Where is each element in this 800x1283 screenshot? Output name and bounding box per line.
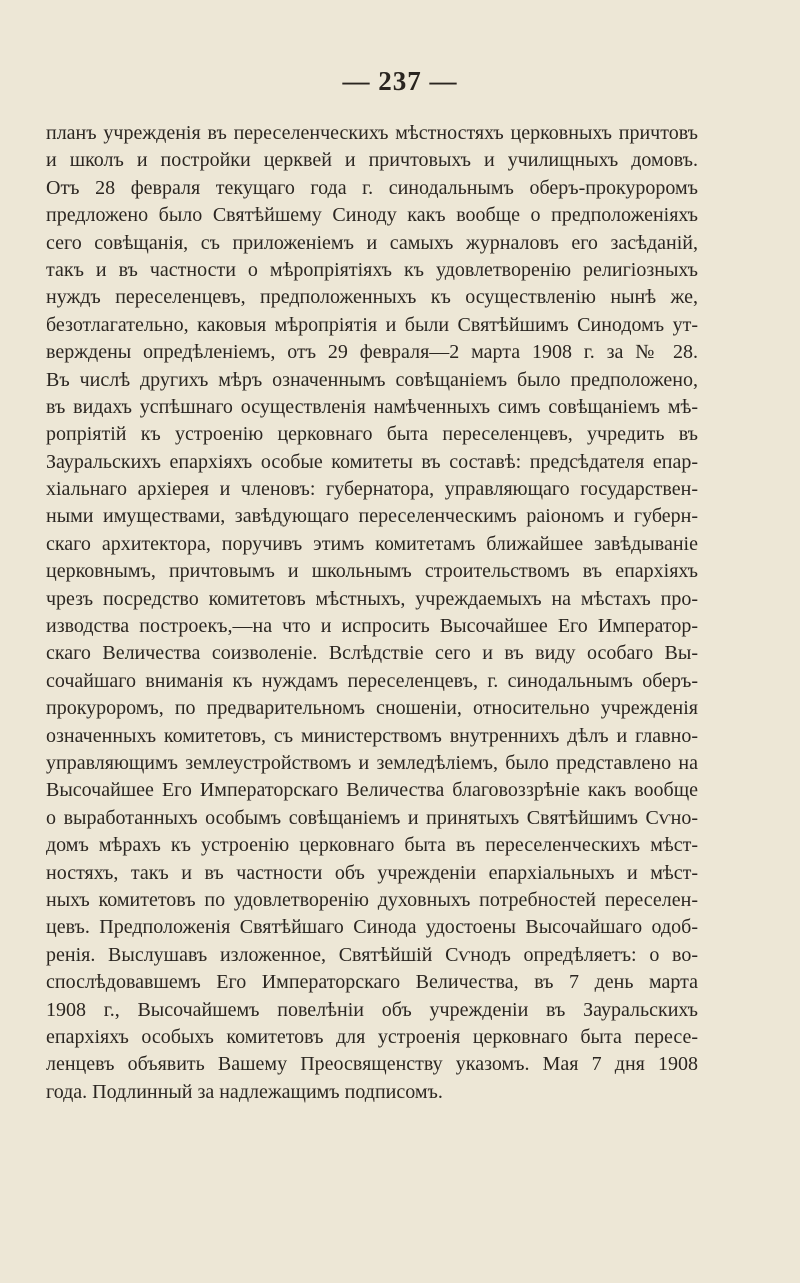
text-line: чрезъ посредство комитетовъ мѣстныхъ, учреждаемыхъ на мѣстахъ про- — [46, 587, 698, 610]
text-line: безотлагательно, каковыя мѣропріятія и были Святѣйшимъ Синодомъ ут- — [46, 313, 698, 336]
text-line: спослѣдовавшемъ Его Императорскаго Величества, въ 7 день марта — [46, 971, 698, 994]
text-line: 1908 г., Высочайшемъ повелѣніи объ учрежденіи въ Зауральскихъ — [46, 998, 698, 1021]
text-line: предложено было Святѣйшему Синоду какъ вообще о предположеніяхъ — [46, 204, 698, 227]
text-line: ренія. Выслушавъ изложенное, Святѣйшій Сѵнодъ опредѣляетъ: о во- — [46, 943, 698, 966]
text-line: домъ мѣрахъ къ устроенію церковнаго быта въ переселенческихъ мѣст- — [46, 834, 698, 857]
text-line: скаго архитектора, поручивъ этимъ комитетамъ ближайшее завѣдываніе — [46, 532, 698, 555]
text-line: и школъ и постройки церквей и причтовыхъ и училищныхъ домовъ. — [46, 149, 698, 172]
text-line: ностяхъ, такъ и въ частности объ учрежденіи епархіальныхъ и мѣст- — [46, 861, 698, 884]
text-line: о выработанныхъ особымъ совѣщаніемъ и принятыхъ Святѣйшимъ Сѵно- — [46, 806, 698, 829]
text-line: ныхъ комитетовъ по удовлетворенію духовныхъ потребностей переселен- — [46, 888, 698, 911]
page-number: — 237 — — [342, 66, 458, 96]
text-line: хіальнаго архіерея и членовъ: губернатора, управляющаго государствен- — [46, 478, 698, 501]
text-line: сочайшаго вниманія къ нуждамъ переселенцевъ, г. синодальнымъ оберъ- — [46, 669, 698, 692]
text-line: цевъ. Предположенія Святѣйшаго Синода удостоены Высочайшаго одоб- — [46, 916, 698, 939]
text-line: епархіяхъ особыхъ комитетовъ для устроенія церковнаго быта пересе- — [46, 1025, 698, 1048]
text-line: скаго Величества соизволеніе. Вслѣдствіе сего и въ виду особаго Вы- — [46, 642, 698, 665]
text-line: такъ и въ частности о мѣропріятіяхъ къ удовлетворенію религіозныхъ — [46, 258, 698, 281]
text-line: Отъ 28 февраля текущаго года г. синодальнымъ оберъ-прокуроромъ — [46, 176, 698, 199]
text-line: планъ учрежденія въ переселенческихъ мѣстностяхъ церковныхъ причтовъ — [46, 122, 698, 144]
text-line: нуждъ переселенцевъ, предположенныхъ къ осуществленію нынѣ же, — [46, 286, 698, 309]
body-text — [46, 120, 698, 1106]
text-line: верждены опредѣленіемъ, отъ 29 февраля—2 марта 1908 г. за № 28. — [46, 341, 698, 364]
text-line: ными имуществами, завѣдующаго переселенческимъ раіономъ и губерн- — [46, 505, 698, 528]
text-line: прокуроромъ, по предварительномъ сношеніи, относительно учрежденія — [46, 697, 698, 720]
text-line: означенныхъ комитетовъ, съ министерствомъ внутреннихъ дѣлъ и главно- — [46, 724, 698, 747]
text-line: сего совѣщанія, съ приложеніемъ и самыхъ журналовъ его засѣданій, — [46, 231, 698, 254]
text-line: управляющимъ землеустройствомъ и земледѣліемъ, было представлено на — [46, 751, 698, 774]
text-line: Въ числѣ другихъ мѣръ означеннымъ совѣщаніемъ было предположено, — [46, 368, 698, 391]
text-line: Зауральскихъ епархіяхъ особые комитеты въ составѣ: предсѣдателя епар- — [46, 450, 698, 473]
text-line: церковнымъ, причтовымъ и школьнымъ строительствомъ въ епархіяхъ — [46, 560, 698, 583]
text-line: въ видахъ успѣшнаго осуществленія намѣченныхъ симъ совѣщаніемъ мѣ- — [46, 395, 698, 418]
text-line-last: года. Подлинный за надлежащимъ подписомъ. — [46, 1080, 443, 1103]
text-line: ропріятій къ устроенію церковнаго быта переселенцевъ, учредить въ — [46, 423, 698, 446]
text-line: ленцевъ объявить Вашему Преосвященству указомъ. Мая 7 дня 1908 — [46, 1053, 698, 1076]
text-line: изводства построекъ,—на что и испросить Высочайшее Его Император- — [46, 615, 698, 638]
text-line: Высочайшее Его Императорскаго Величества благовоззрѣніе какъ вообще — [46, 779, 698, 802]
